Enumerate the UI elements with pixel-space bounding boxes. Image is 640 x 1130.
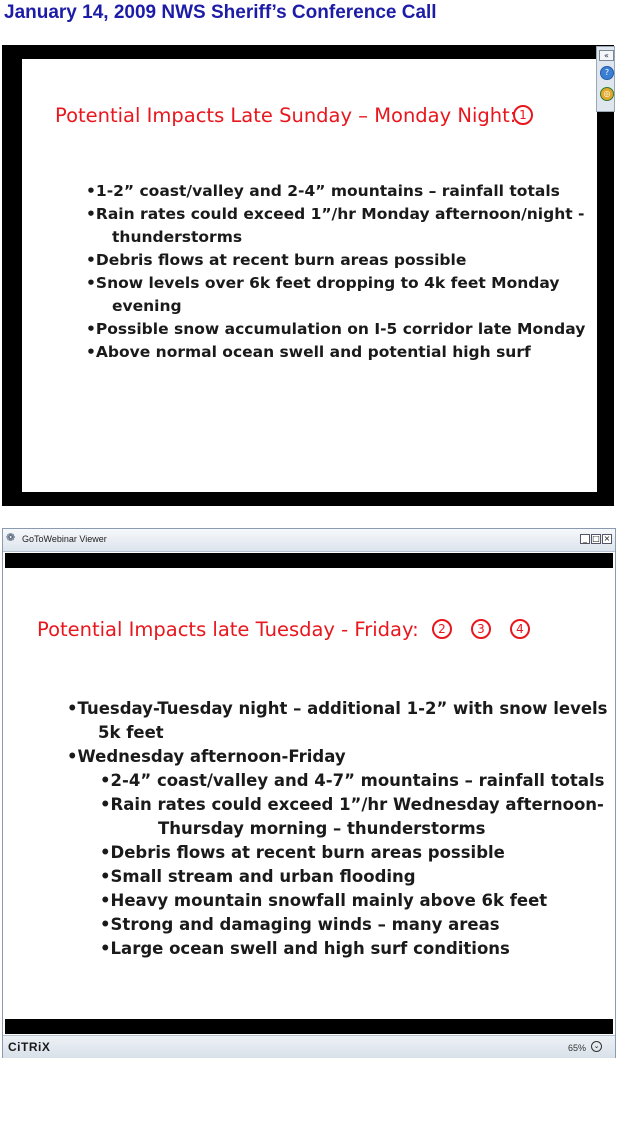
viewer-statusbar xyxy=(3,1035,615,1058)
slide-2-line-6: Thursday morning – thunderstorms xyxy=(158,819,486,838)
page-title: January 14, 2009 NWS Sheriff’s Conference Call xyxy=(4,2,437,23)
citrix-logo: CiTRiX xyxy=(8,1040,51,1054)
letterbox-top xyxy=(5,553,613,568)
slide-1-canvas xyxy=(22,59,597,492)
slide-2-line-9: •Heavy mountain snowfall mainly above 6k feet xyxy=(100,891,548,910)
gotowebinar-viewer-window xyxy=(2,528,616,1058)
close-button[interactable]: × xyxy=(603,534,611,543)
slide-2-line-4: •2-4” coast/valley and 4-7” mountains – rainfall totals xyxy=(100,771,605,790)
slide-1-line-3: thunderstorms xyxy=(112,228,243,246)
slide-2-line-7: •Debris flows at recent burn areas possible xyxy=(100,843,505,862)
slide-1-line-6: evening xyxy=(112,297,182,315)
zoom-dropdown-icon[interactable]: ⌄ xyxy=(591,1041,602,1052)
slide-1-line-7: •Possible snow accumulation on I-5 corridor late Monday xyxy=(86,320,586,338)
globe-icon[interactable]: ◎ xyxy=(600,87,614,101)
slide-2-line-3: •Wednesday afternoon-Friday xyxy=(67,747,346,766)
slide-2-marker-1: 2 xyxy=(432,619,452,639)
slide-1-heading: Potential Impacts Late Sunday – Monday Night: xyxy=(55,104,517,127)
viewer-titlebar[interactable] xyxy=(3,529,615,552)
slide-1-line-1: •1-2” coast/valley and 2-4” mountains – rainfall totals xyxy=(86,182,560,200)
slide-2-marker-3: 4 xyxy=(510,619,530,639)
letterbox-bottom xyxy=(5,1019,613,1034)
slide-1-frame xyxy=(2,45,614,506)
gotowebinar-logo-icon: ❁ xyxy=(6,531,16,544)
viewer-side-toolbar xyxy=(596,46,615,112)
help-icon[interactable]: ? xyxy=(600,66,614,80)
slide-2-line-2: 5k feet xyxy=(98,723,164,742)
slide-2-line-10: •Strong and damaging winds – many areas xyxy=(100,915,500,934)
maximize-button[interactable]: □ xyxy=(592,534,600,543)
viewer-title: GoToWebinar Viewer xyxy=(22,534,107,544)
slide-1-line-4: •Debris flows at recent burn areas possible xyxy=(86,251,467,269)
slide-2-line-11: •Large ocean swell and high surf conditions xyxy=(100,939,510,958)
slide-1-line-5: •Snow levels over 6k feet dropping to 4k feet Monday xyxy=(86,274,560,292)
slide-1-line-8: •Above normal ocean swell and potential high surf xyxy=(86,343,531,361)
slide-1-line-2: •Rain rates could exceed 1”/hr Monday afternoon/night - xyxy=(86,205,585,223)
collapse-icon[interactable]: « xyxy=(599,50,614,61)
slide-2-heading: Potential Impacts late Tuesday - Friday: xyxy=(37,618,419,641)
slide-2-line-8: •Small stream and urban flooding xyxy=(100,867,416,886)
minimize-button[interactable]: _ xyxy=(580,534,590,544)
slide-1-marker: 1 xyxy=(513,105,533,125)
slide-2-marker-2: 3 xyxy=(471,619,491,639)
slide-2-line-1: •Tuesday-Tuesday night – additional 1-2” with snow levels xyxy=(67,699,608,718)
slide-2-line-5: •Rain rates could exceed 1”/hr Wednesday afternoon- xyxy=(100,795,604,814)
zoom-level: 65% xyxy=(568,1043,587,1053)
